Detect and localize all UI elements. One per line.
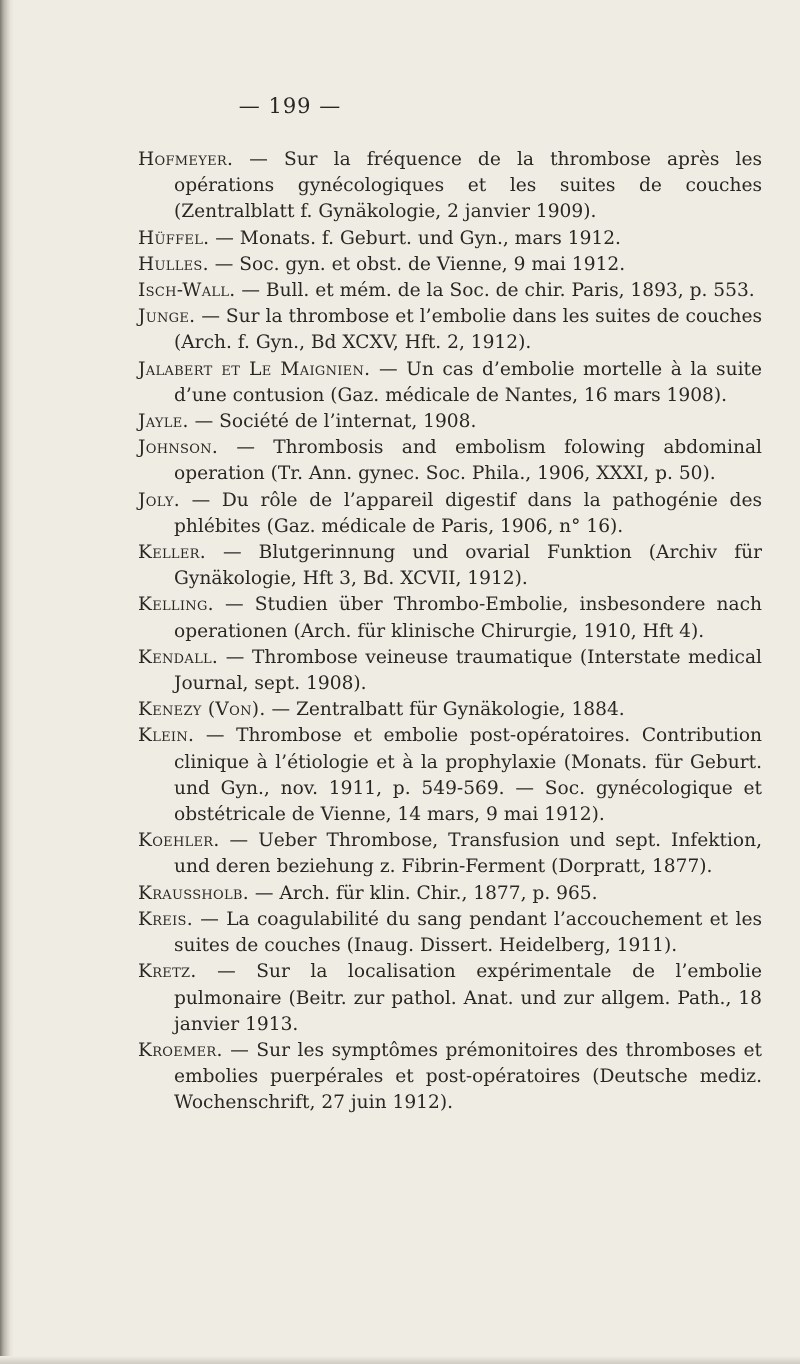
bibliography-entry xyxy=(138,409,762,435)
entry-author: Kroemer. xyxy=(138,1039,223,1061)
entry-text: — Sur la localisation expérimentale de l’embolie pulmonaire (Beitr. zur pathol. Anat. und zur allgem. Path., 18 janvier 1913. xyxy=(174,961,762,1035)
bibliography-entry xyxy=(138,226,762,252)
bibliography-entry xyxy=(138,147,762,226)
entry-author: Jayle. xyxy=(138,411,189,433)
bibliography-entry xyxy=(138,252,762,278)
entry-author: Hüffel. xyxy=(138,227,210,249)
bibliography-entry xyxy=(138,435,762,487)
entry-text: — Blutgerinnung und ovarial Funktion (Archiv für Gynäkologie, Hft 3, Bd. XCVII, 1912). xyxy=(174,542,762,590)
entry-text: — Sur la thrombose et l’embolie dans les suites de couches (Arch. f. Gyn., Bd XCXV, Hft. 2, 1912). xyxy=(174,306,762,354)
entry-text: — La coagulabilité du sang pendant l’accouchement et les suites de couches (Inaug. Dissert. Heidelberg, 1911). xyxy=(174,908,762,957)
entry-text: — Thrombosis and embolism folowing abdominal operation (Tr. Ann. gynec. Soc. Phila., 1906, XXXI, p. 50). xyxy=(174,437,762,485)
bibliography-entry xyxy=(138,304,762,356)
bibliography-entry xyxy=(138,959,762,1038)
entry-author: Isch-Wall. xyxy=(138,280,236,302)
bibliography-entry xyxy=(138,357,762,409)
entry-text: — Bull. et mém. de la Soc. de chir. Paris, 1893, p. 553. xyxy=(235,280,755,302)
entry-text: — Sur la fréquence de la thrombose après les opérations gynécologiques et les suites de couches (Zentralblatt f. Gynäkologie, 2 janvier 1909). xyxy=(174,149,762,223)
entry-text: — Monats. f. Geburt. und Gyn., mars 1912. xyxy=(209,227,621,249)
bibliography-list xyxy=(138,147,762,1117)
entry-author: Hofmeyer. xyxy=(138,149,234,170)
page-binding-edge xyxy=(0,0,14,1364)
bibliography-entry xyxy=(138,488,762,540)
entry-text: — Du rôle de l’appareil digestif dans la pathogénie des phlébites (Gaz. médicale de Paris, 1906, n° 16). xyxy=(174,489,762,537)
entry-text: — Studien über Thrombo-Embolie, insbesondere nach operationen (Arch. für klinische Chirurgie, 1910, Hft 4). xyxy=(174,594,762,642)
entry-text: — Un cas d’embolie mortelle à la suite d’une contusion (Gaz. médicale de Nantes, 16 mars 1908). xyxy=(174,358,762,406)
bibliography-entry xyxy=(138,907,762,959)
entry-author: Jalabert et Le Maignien. xyxy=(138,358,371,380)
bibliography-entry xyxy=(138,828,762,880)
bibliography-entry xyxy=(138,645,762,697)
bibliography-entry xyxy=(138,540,762,592)
bibliography-entry xyxy=(138,697,762,723)
entry-author: Kelling. xyxy=(138,594,214,616)
entry-author: Klein. xyxy=(138,725,195,747)
entry-text: — Zentralbatt für Gynäkologie, 1884. xyxy=(265,699,625,721)
entry-author: Kendall. xyxy=(138,646,219,668)
entry-author: Johnson. xyxy=(138,437,219,459)
entry-author: Junge. xyxy=(138,306,196,328)
entry-text: — Sur les symptômes prémonitoires des thromboses et embolies puerpérales et post-opératoires (Deutsche mediz. Wochenschrift, 27 juin 1912). xyxy=(174,1039,762,1114)
entry-text: — Ueber Thrombose, Transfusion und sept. Infektion, und deren beziehung z. Fibrin-Ferment (Dorpratt, 1877). xyxy=(174,830,762,878)
bibliography-entry xyxy=(138,1038,762,1117)
entry-author: Keller. xyxy=(138,542,206,564)
entry-text: — Soc. gyn. et obst. de Vienne, 9 mai 1912. xyxy=(208,253,626,275)
bibliography-entry xyxy=(138,881,762,907)
entry-author: Kretz. xyxy=(138,961,197,983)
page-bottom-edge xyxy=(0,1356,800,1364)
entry-author: Hulles. xyxy=(138,253,209,275)
entry-text: — Société de l’internat, 1908. xyxy=(188,411,477,433)
page-number: — 199 — xyxy=(238,94,342,118)
bibliography-entry xyxy=(138,278,762,304)
entry-author: Kraussholb. xyxy=(138,882,249,904)
entry-author: Joly. xyxy=(138,489,180,511)
entry-text: — Thrombose veineuse traumatique (Interstate medical Journal, sept. 1908). xyxy=(174,646,762,695)
entry-text: — Arch. für klin. Chir., 1877, p. 965. xyxy=(249,882,598,904)
entry-author: Kreis. xyxy=(138,908,193,930)
entry-text: — Thrombose et embolie post-opératoires. Contribution clinique à l’étiologie et à la prophylaxie (Monats. für Geburt. und Gyn., nov. 1911, p. 549-569. — Soc. gynécologique et obstétricale de Vienne, 14 mars, 9 mai 1912). xyxy=(174,725,762,826)
bibliography-entry xyxy=(138,592,762,644)
entry-author: Koehler. xyxy=(138,830,220,852)
bibliography-entry xyxy=(138,723,762,828)
entry-author: Kenezy (Von). xyxy=(138,699,266,721)
